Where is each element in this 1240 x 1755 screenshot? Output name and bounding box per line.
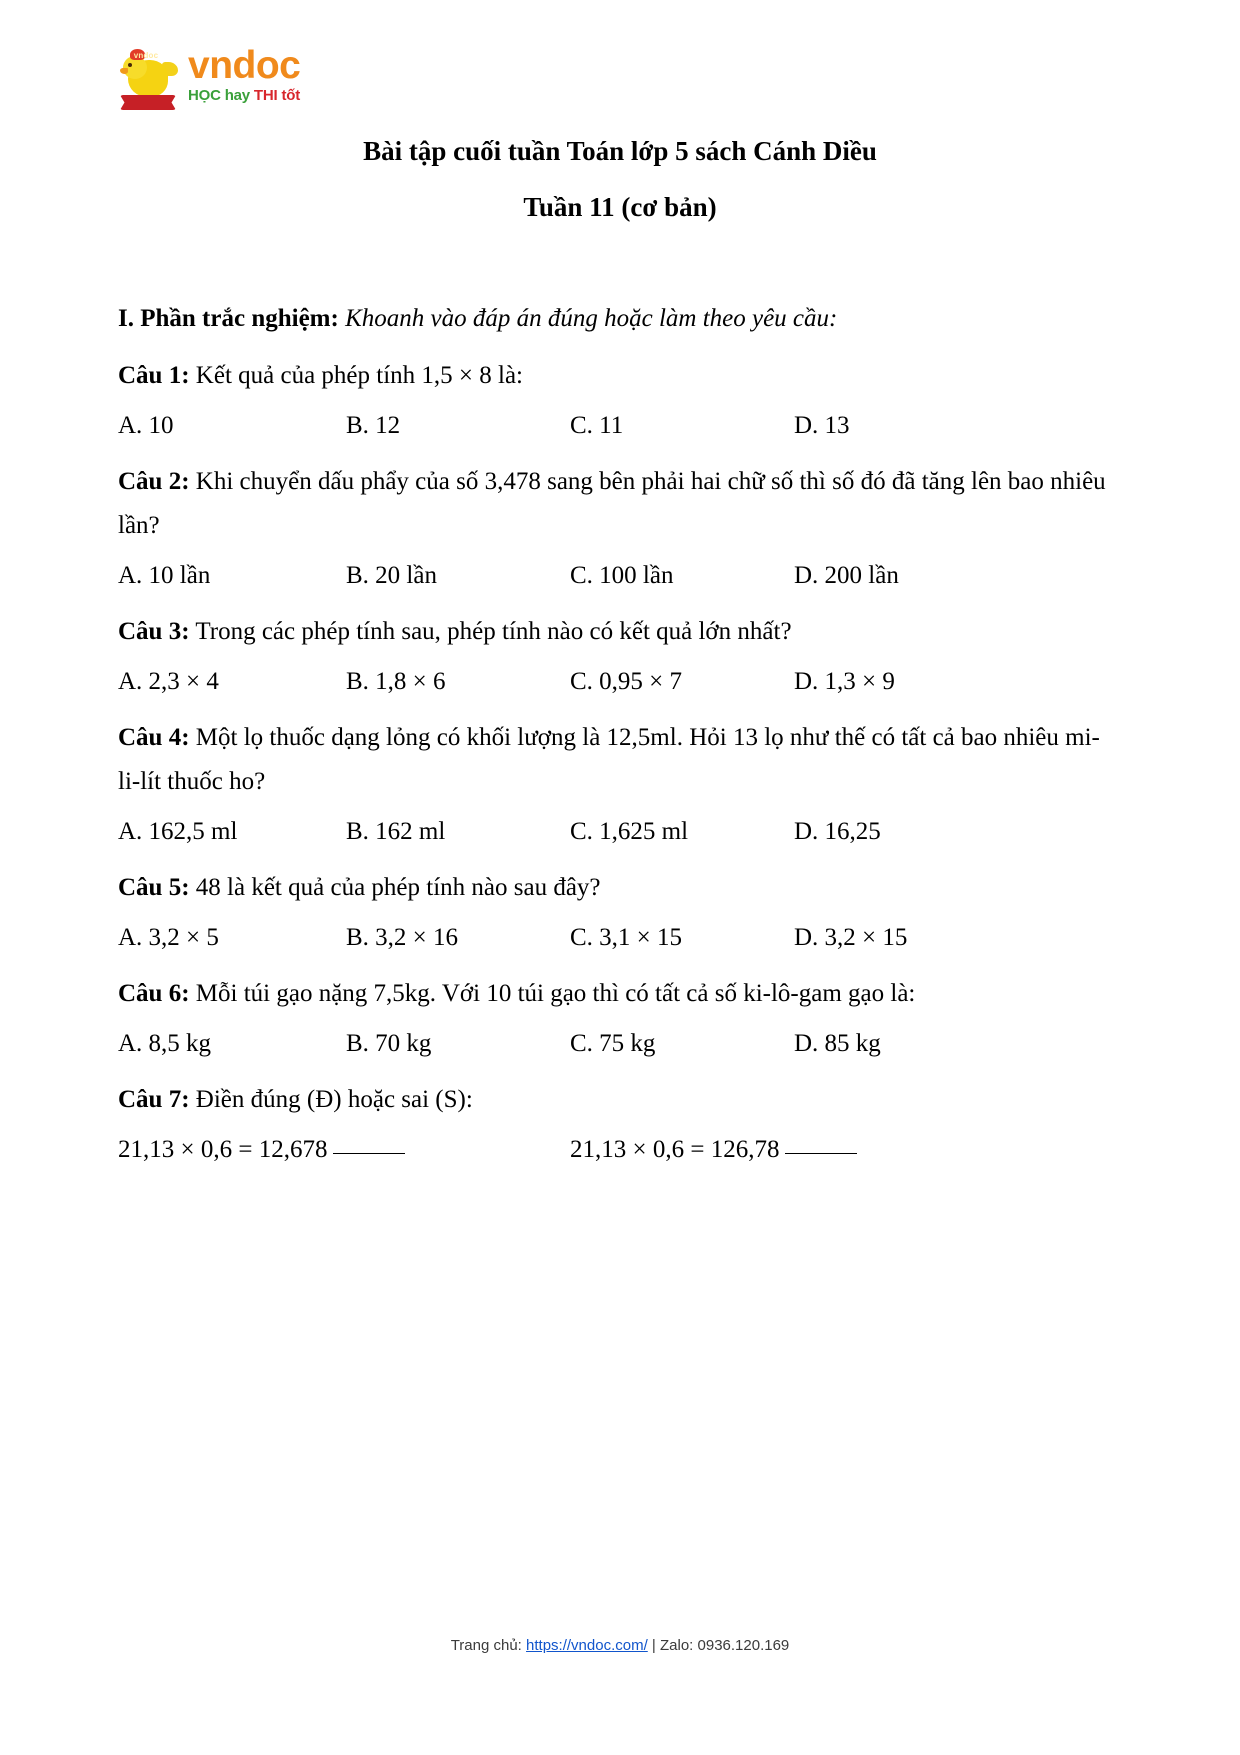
question-3	[118, 610, 1122, 654]
question-2-option-c[interactable]: C. 100 lần	[570, 562, 674, 589]
question-7-fill-item-1	[118, 1128, 570, 1172]
question-5-label: Câu 5:	[118, 874, 190, 901]
question-3-option-d[interactable]: D. 1,3 × 9	[794, 668, 895, 695]
logo-wordmark	[188, 46, 300, 105]
page-footer	[0, 1637, 1240, 1654]
question-4-option-a[interactable]: A. 162,5 ml	[118, 818, 238, 845]
vndoc-logo	[118, 46, 408, 124]
question-5-option-b[interactable]: B. 3,2 × 16	[346, 924, 459, 951]
question-5-option-a[interactable]: A. 3,2 × 5	[118, 924, 219, 951]
chick-eye-shape	[128, 63, 132, 67]
logo-tagline	[188, 87, 300, 105]
question-1-text: Kết quả của phép tính 1,5 × 8 là:	[189, 362, 524, 389]
question-1-option-d[interactable]: D. 13	[794, 412, 850, 439]
question-5-option-c[interactable]: C. 3,1 × 15	[570, 924, 683, 951]
logo-tagline-green: HỌC hay	[188, 87, 250, 104]
question-4-label: Câu 4:	[118, 724, 190, 751]
question-6	[118, 972, 1122, 1016]
question-5	[118, 866, 1122, 910]
question-3-text: Trong các phép tính sau, phép tính nào có kết quả lớn nhất?	[189, 618, 792, 645]
question-1-options	[118, 404, 1122, 448]
section-heading	[118, 296, 1122, 342]
question-5-option-d[interactable]: D. 3,2 × 15	[794, 924, 908, 951]
question-4	[118, 716, 1122, 804]
question-4-option-d[interactable]: D. 16,25	[794, 818, 881, 845]
question-4-text: Một lọ thuốc dạng lỏng có khối lượng là 12,5ml. Hỏi 13 lọ như thế có tất cả bao nhiêu mi-li-lít thuốc ho?	[118, 724, 1100, 795]
question-3-option-c[interactable]: C. 0,95 × 7	[570, 668, 683, 695]
question-1-option-b[interactable]: B. 12	[346, 412, 401, 439]
section-label: I. Phần trắc nghiệm:	[118, 305, 339, 332]
question-6-option-c[interactable]: C. 75 kg	[570, 1030, 656, 1057]
chicken-mascot-icon	[118, 48, 180, 118]
question-1	[118, 354, 1122, 398]
logo-ribbon-text: vndoc	[133, 51, 159, 60]
question-3-label: Câu 3:	[118, 618, 190, 645]
footer-website-link[interactable]: https://vndoc.com/	[526, 1637, 648, 1654]
question-6-options	[118, 1022, 1122, 1066]
question-7-text: Điền đúng (Đ) hoặc sai (S):	[189, 1086, 473, 1113]
question-7-blank-1[interactable]	[333, 1135, 405, 1154]
logo-ribbon	[120, 95, 176, 110]
question-3-option-b[interactable]: B. 1,8 × 6	[346, 668, 446, 695]
question-3-option-a[interactable]: A. 2,3 × 4	[118, 668, 219, 695]
question-6-text: Mỗi túi gạo nặng 7,5kg. Với 10 túi gạo thì có tất cả số ki-lô-gam gạo là:	[189, 980, 916, 1007]
page-subtitle: Tuần 11 (cơ bản)	[523, 192, 717, 222]
question-2-option-b[interactable]: B. 20 lần	[346, 562, 437, 589]
page-title: Bài tập cuối tuần Toán lớp 5 sách Cánh Diều	[363, 136, 877, 166]
section-instruction: Khoanh vào đáp án đúng hoặc làm theo yêu cầu:	[345, 305, 838, 332]
question-4-option-c[interactable]: C. 1,625 ml	[570, 818, 689, 845]
question-1-option-a[interactable]: A. 10	[118, 412, 174, 439]
footer-suffix: | Zalo: 0936.120.169	[647, 1637, 790, 1654]
question-2-option-d[interactable]: D. 200 lần	[794, 562, 899, 589]
question-6-label: Câu 6:	[118, 980, 190, 1007]
question-7-fill-item-2	[570, 1128, 857, 1172]
question-4-option-b[interactable]: B. 162 ml	[346, 818, 446, 845]
question-2-options	[118, 554, 1122, 598]
logo-tagline-red: THI tốt	[253, 87, 301, 104]
question-7-blank-2[interactable]	[785, 1135, 857, 1154]
question-7-expression-2: 21,13 × 0,6 = 126,78	[570, 1136, 780, 1163]
question-2-label: Câu 2:	[118, 468, 190, 495]
worksheet-content	[118, 296, 1122, 1184]
question-3-options	[118, 660, 1122, 704]
question-7	[118, 1078, 1122, 1122]
question-2-option-a[interactable]: A. 10 lần	[118, 562, 211, 589]
question-6-option-d[interactable]: D. 85 kg	[794, 1030, 881, 1057]
question-4-options	[118, 810, 1122, 854]
question-2	[118, 460, 1122, 548]
question-7-fill-row	[118, 1128, 1122, 1172]
question-5-text: 48 là kết quả của phép tính nào sau đây?	[189, 874, 601, 901]
question-1-option-c[interactable]: C. 11	[570, 412, 624, 439]
question-7-label: Câu 7:	[118, 1086, 190, 1113]
question-2-text: Khi chuyển dấu phẩy của số 3,478 sang bên phải hai chữ số thì số đó đã tăng lên bao nhiêu lần?	[118, 468, 1106, 539]
question-6-option-a[interactable]: A. 8,5 kg	[118, 1030, 212, 1057]
question-1-label: Câu 1:	[118, 362, 190, 389]
footer-prefix: Trang chủ:	[450, 1637, 527, 1654]
question-6-option-b[interactable]: B. 70 kg	[346, 1030, 432, 1057]
question-5-options	[118, 916, 1122, 960]
logo-word: vndoc	[188, 44, 301, 87]
question-7-expression-1: 21,13 × 0,6 = 12,678	[118, 1136, 328, 1163]
chick-beak-shape	[120, 68, 128, 74]
